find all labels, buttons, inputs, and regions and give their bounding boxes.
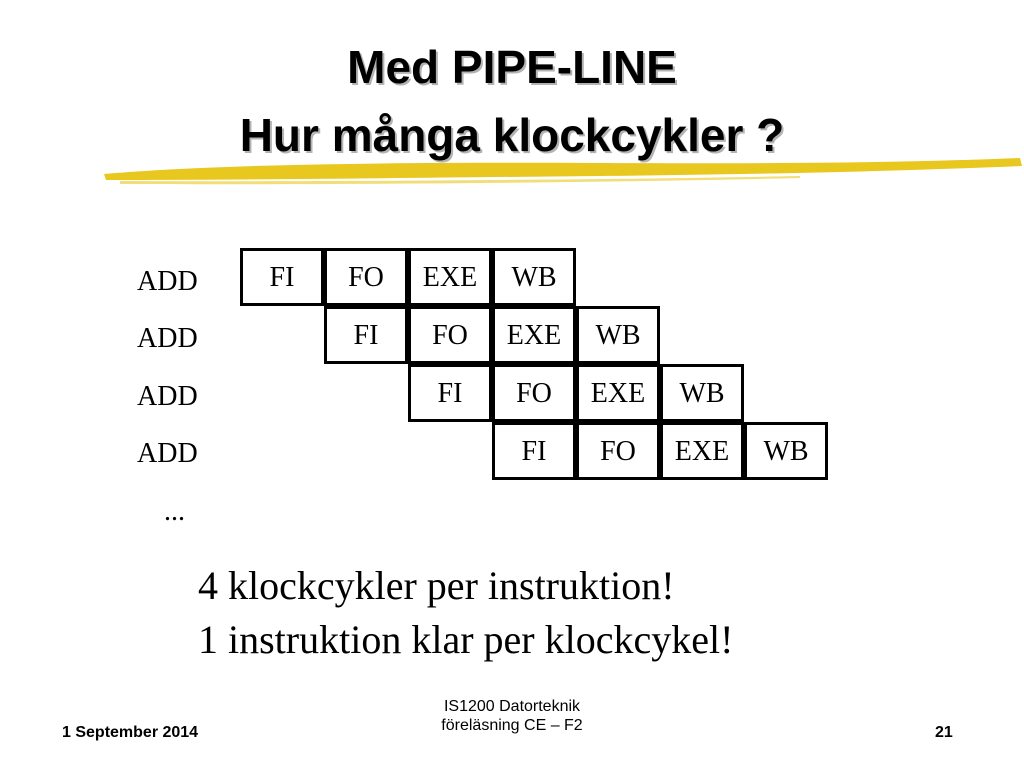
- pipeline-stage-cell: WB: [576, 306, 660, 364]
- footer-lecture: föreläsning CE – F2: [441, 717, 583, 735]
- slide-number: 21: [935, 724, 953, 741]
- instruction-label: ADD: [137, 323, 198, 354]
- instruction-label: ADD: [137, 381, 198, 412]
- pipeline-stage-cell: FI: [324, 306, 408, 364]
- pipeline-stage-cell: EXE: [660, 422, 744, 480]
- pipeline-stage-cell: FO: [408, 306, 492, 364]
- pipeline-stage-cell: FO: [324, 248, 408, 306]
- slide-title-line-2: Hur många klockcykler ?: [239, 109, 785, 161]
- note-throughput: 1 instruktion klar per klockcykel!: [198, 617, 734, 662]
- pipeline-stage-cell: WB: [660, 364, 744, 422]
- pipeline-stage-cell: WB: [744, 422, 828, 480]
- footer-course: [412, 697, 612, 735]
- title-highlight-stroke: [100, 154, 1024, 188]
- instruction-label: ADD: [137, 266, 198, 297]
- slide-title-line-1: Med PIPE-LINE: [347, 41, 677, 93]
- footer-date: 1 September 2014: [62, 724, 199, 741]
- pipeline-stage-cell: FI: [240, 248, 324, 306]
- pipeline-stage-cell: FO: [576, 422, 660, 480]
- more-instructions-ellipsis: ...: [164, 496, 185, 527]
- pipeline-stage-cell: FI: [492, 422, 576, 480]
- pipeline-stage-cell: EXE: [576, 364, 660, 422]
- instruction-label: ADD: [137, 438, 198, 469]
- pipeline-stage-cell: EXE: [408, 248, 492, 306]
- pipeline-stage-cell: FI: [408, 364, 492, 422]
- pipeline-stage-cell: EXE: [492, 306, 576, 364]
- pipeline-stage-cell: WB: [492, 248, 576, 306]
- note-cycles-per-instruction: 4 klockcykler per instruktion!: [198, 563, 675, 608]
- pipeline-stage-cell: FO: [492, 364, 576, 422]
- footer-course-title: IS1200 Datorteknik: [443, 698, 581, 715]
